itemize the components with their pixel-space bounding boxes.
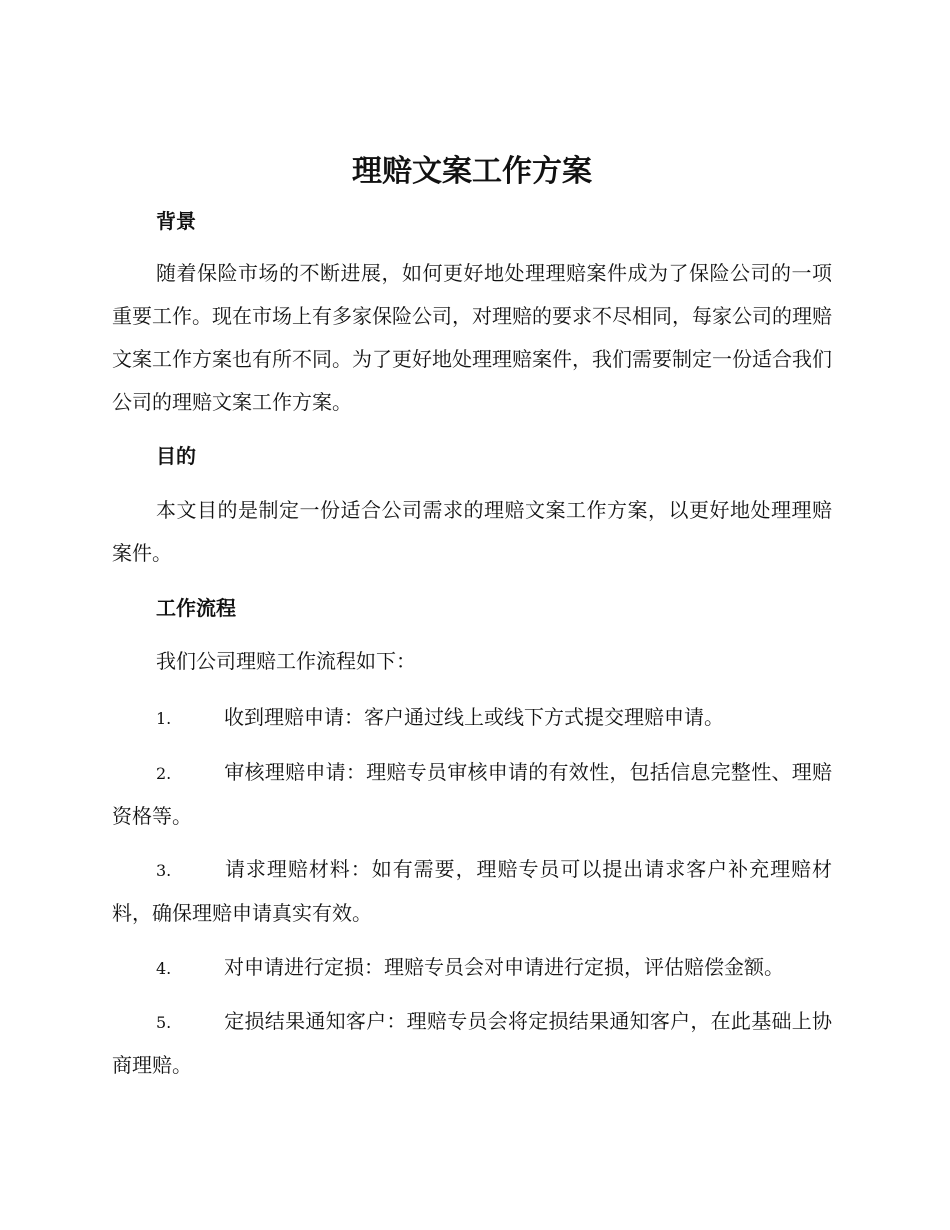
list-number: 4. xyxy=(156,959,172,978)
list-item xyxy=(112,848,832,935)
list-text: 对申请进行定损：理赔专员会对申请进行定损，评估赔偿金额。 xyxy=(224,955,784,979)
list-number: 3. xyxy=(156,861,172,880)
document-title: 理赔文案工作方案 xyxy=(352,154,592,189)
background-paragraph: 随着保险市场的不断进展，如何更好地处理理赔案件成为了保险公司的一项重要工作。现在市场上有多家保险公司，对理赔的要求不尽相同，每家公司的理赔文案工作方案也有所不同。为了更好地处理理赔案件，我们需要制定一份适合我们公司的理赔文案工作方案。 xyxy=(112,261,832,414)
section-heading-workflow: 工作流程 xyxy=(156,596,236,620)
list-number: 1. xyxy=(156,709,172,728)
list-text: 请求理赔材料：如有需要，理赔专员可以提出请求客户补充理赔材料，确保理赔申请真实有效。 xyxy=(112,857,832,925)
section-heading-background: 背景 xyxy=(156,209,196,233)
list-text: 定损结果通知客户：理赔专员会将定损结果通知客户，在此基础上协商理赔。 xyxy=(112,1009,832,1077)
list-item xyxy=(112,696,832,740)
list-text: 收到理赔申请：客户通过线上或线下方式提交理赔申请。 xyxy=(224,705,724,729)
list-number: 5. xyxy=(156,1013,172,1032)
section-heading-purpose: 目的 xyxy=(156,444,196,468)
list-number: 2. xyxy=(156,764,172,783)
list-item xyxy=(112,946,832,990)
workflow-intro: 我们公司理赔工作流程如下： xyxy=(156,649,416,673)
list-item xyxy=(112,1000,832,1087)
purpose-paragraph: 本文目的是制定一份适合公司需求的理赔文案工作方案，以更好地处理理赔案件。 xyxy=(112,498,832,565)
list-text: 审核理赔申请：理赔专员审核申请的有效性，包括信息完整性、理赔资格等。 xyxy=(112,760,832,828)
list-item xyxy=(112,751,832,838)
